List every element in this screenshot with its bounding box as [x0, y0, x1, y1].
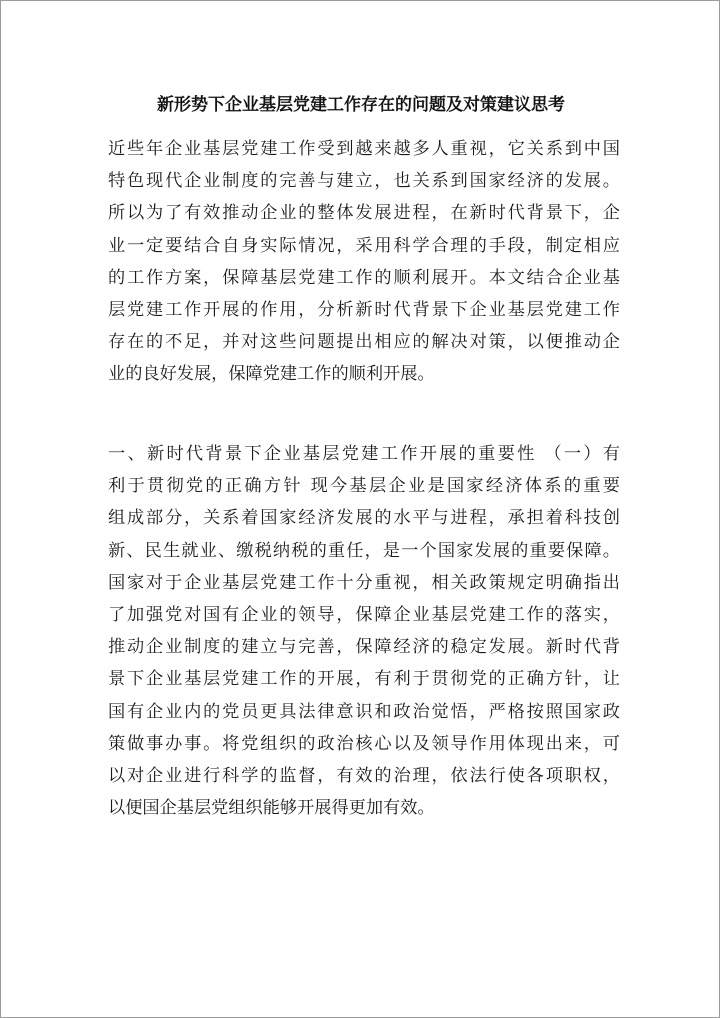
text-line: 推动企业制度的建立与完善，保障经济的稳定发展。新时代背 — [108, 637, 620, 658]
text-line: 景下企业基层党建工作的开展，有利于贯彻党的正确方针，让 — [108, 669, 620, 690]
text-line: 利于贯彻党的正确方针 现今基层企业是国家经济体系的重要 — [108, 476, 620, 497]
document-title: 新形势下企业基层党建工作存在的问题及对策建议思考 — [157, 95, 565, 115]
text-line: 策做事办事。将党组织的政治核心以及领导作用体现出来，可 — [108, 733, 620, 754]
text-line: 层党建工作开展的作用，分析新时代背景下企业基层党建工作 — [108, 299, 620, 320]
text-line: 业一定要结合自身实际情况，采用科学合理的手段，制定相应 — [108, 235, 620, 256]
text-line: 以对企业进行科学的监督，有效的治理，依法行使各项职权， — [108, 765, 620, 786]
text-line: 近些年企业基层党建工作受到越来越多人重视，它关系到中国 — [108, 139, 620, 159]
text-line: 组成部分，关系着国家经济发展的水平与进程，承担着科技创 — [108, 508, 620, 529]
text-line: 业的良好发展，保障党建工作的顺利开展。 — [108, 364, 435, 385]
text-line: 存在的不足，并对这些问题提出相应的解决对策，以便推动企 — [108, 332, 620, 353]
text-line: 国家对于企业基层党建工作十分重视，相关政策规定明确指出 — [108, 572, 620, 593]
paragraph-intro — [108, 133, 620, 391]
paragraph-section-one — [108, 438, 620, 824]
text-line: 以便国企基层党组织能够开展得更加有效。 — [108, 798, 435, 819]
text-line: 一、新时代背景下企业基层党建工作开展的重要性 （一）有 — [108, 444, 620, 464]
text-line: 了加强党对国有企业的领导，保障企业基层党建工作的落实， — [108, 604, 620, 625]
text-line: 特色现代企业制度的完善与建立，也关系到国家经济的发展。 — [108, 171, 620, 192]
text-line: 国有企业内的党员更具法律意识和政治觉悟，严格按照国家政 — [108, 701, 620, 722]
text-line: 所以为了有效推动企业的整体发展进程，在新时代背景下，企 — [108, 203, 620, 224]
text-line: 的工作方案，保障基层党建工作的顺利展开。本文结合企业基 — [108, 267, 620, 288]
text-line: 新、民生就业、缴税纳税的重任，是一个国家发展的重要保障。 — [108, 540, 620, 561]
